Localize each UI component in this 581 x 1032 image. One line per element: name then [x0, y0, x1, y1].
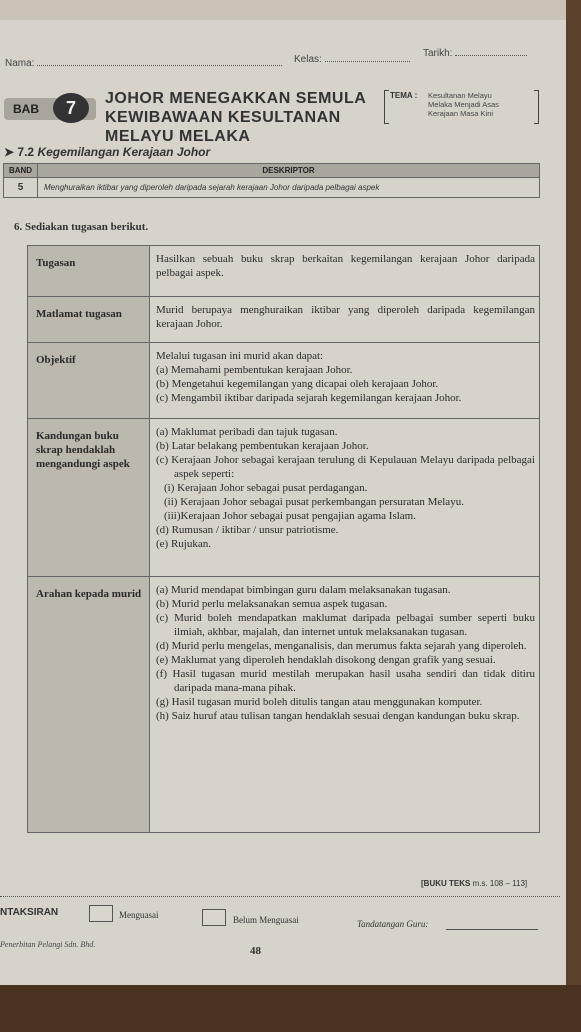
- tema-line-1: Kesultanan Melayu: [428, 91, 492, 100]
- chapter-number: 7: [53, 93, 89, 123]
- list-item: (c) Mengambil iktibar daripada sejarah kegemilangan kerajaan Johor.: [156, 392, 462, 404]
- table-row: [28, 297, 540, 343]
- kelas-field: [294, 54, 410, 65]
- tema-line-3: Kerajaan Masa Kini: [428, 109, 494, 118]
- list-subitem: (iii)Kerajaan Johor sebagai pusat pengajian agama Islam.: [164, 510, 416, 522]
- belum-menguasai-checkbox[interactable]: [202, 909, 226, 926]
- tarikh-label: Tarikh:: [423, 48, 453, 59]
- kelas-label: Kelas:: [294, 54, 322, 65]
- list-item: (c) Kerajaan Johor sebagai kerajaan terulung di Kepulauan Melayu daripada pelbagai aspek seperti:: [156, 454, 535, 480]
- band-value: 5: [4, 178, 38, 198]
- tema-bracket-left: [384, 90, 389, 124]
- signature-line[interactable]: [446, 929, 538, 930]
- table-row: [28, 577, 540, 833]
- list-item: (b) Murid perlu melaksanakan semua aspek tugasan.: [156, 598, 388, 610]
- row-head-tugasan: Tugasan: [28, 246, 150, 297]
- ref-pages: m.s. 108 – 113]: [472, 879, 528, 888]
- section-title: Kegemilangan Kerajaan Johor: [37, 145, 211, 159]
- divider: [0, 896, 560, 897]
- objektif-intro: Melalui tugasan ini murid akan dapat:: [156, 350, 324, 362]
- nama-label: Nama:: [5, 58, 35, 69]
- chapter-title-line-2: KEWIBAWAAN KESULTANAN: [105, 109, 341, 126]
- tema-label: TEMA :: [390, 91, 418, 100]
- menguasai-label: Menguasai: [119, 910, 159, 920]
- chapter-title-line-3: MELAYU MELAKA: [105, 128, 251, 145]
- descriptor-value: Menghuraikan iktibar yang diperoleh daripada sejarah kerajaan Johor daripada pelbagai aspek: [38, 178, 540, 198]
- list-subitem: (i) Kerajaan Johor sebagai pusat perdagangan.: [164, 482, 368, 494]
- table-row: [28, 246, 540, 297]
- list-item: (f) Hasil tugasan murid mestilah merupakan hasil usaha sendiri dan tidak ditiru daripada mana-mana pihak.: [156, 668, 535, 694]
- tema-bracket-right: [534, 90, 539, 124]
- tugasan-text: Hasilkan sebuah buku skrap berkaitan kegemilangan kerajaan Johor daripada pelbagai aspek.: [156, 253, 535, 279]
- task-intro: 6. Sediakan tugasan berikut.: [14, 221, 149, 233]
- row-body-kandungan: [150, 419, 540, 577]
- table-row: [28, 419, 540, 577]
- row-body-objektif: [150, 343, 540, 419]
- tema-value: [428, 91, 528, 118]
- band-header: BAND: [4, 164, 38, 178]
- list-item: (b) Mengetahui kegemilangan yang dicapai oleh kerajaan Johor.: [156, 378, 439, 390]
- list-item: (a) Maklumat peribadi dan tajuk tugasan.: [156, 426, 338, 438]
- arrow-icon: ➤: [4, 145, 15, 159]
- list-item: (c) Murid boleh mendapatkan maklumat daripada pelbagai sumber seperti buku ilmiah, akhbar, majalah, dan internet untuk melaksanakan tugasan.: [156, 612, 535, 638]
- list-item: (g) Hasil tugasan murid boleh ditulis tangan atau menggunakan komputer.: [156, 696, 483, 708]
- chapter-title-line-1: JOHOR MENEGAKKAN SEMULA: [105, 90, 367, 107]
- page-edge-shadow: [566, 0, 581, 985]
- page-number: 48: [250, 945, 261, 957]
- assessment-label: NTAKSIRAN: [0, 907, 59, 918]
- table-row: [4, 178, 540, 198]
- list-subitem: (ii) Kerajaan Johor sebagai pusat perkembangan persuratan Melayu.: [164, 496, 464, 508]
- publisher: Penerbitan Pelangi Sdn. Bhd.: [0, 940, 96, 949]
- nama-line[interactable]: [37, 58, 282, 66]
- list-item: (d) Rumusan / iktibar / unsur patriotisme.: [156, 524, 339, 536]
- list-item: (d) Murid perlu mengelas, menganalisis, dan merumus fakta sejarah yang diperoleh.: [156, 640, 527, 652]
- list-item: (a) Memahami pembentukan kerajaan Johor.: [156, 364, 353, 376]
- list-item: (b) Latar belakang pembentukan kerajaan Johor.: [156, 440, 369, 452]
- row-head-objektif: Objektif: [28, 343, 150, 419]
- page-top-strip: [0, 0, 566, 20]
- row-head-arahan: Arahan kepada murid: [28, 577, 150, 833]
- tema-box: [384, 90, 539, 125]
- list-item: (a) Murid mendapat bimbingan guru dalam melaksanakan tugasan.: [156, 584, 451, 596]
- row-head-kandungan: Kandungan buku skrap hendaklah mengandungi aspek: [28, 419, 150, 577]
- row-body-matlamat: [150, 297, 540, 343]
- bab-label: BAB: [13, 102, 39, 116]
- tarikh-line[interactable]: [455, 48, 527, 56]
- list-item: (h) Saiz huruf atau tulisan tangan hendaklah sesuai dengan kandungan buku skrap.: [156, 710, 520, 722]
- row-body-tugasan: [150, 246, 540, 297]
- matlamat-text: Murid berupaya menghuraikan iktibar yang diperoleh daripada kegemilangan kerajaan Johor.: [156, 304, 535, 330]
- textbook-reference: [421, 879, 527, 888]
- table-row: [28, 343, 540, 419]
- list-item: (e) Maklumat yang diperoleh hendaklah disokong dengan grafik yang sesuai.: [156, 654, 496, 666]
- section-number: 7.2: [17, 145, 35, 159]
- band-table: [3, 163, 540, 198]
- tarikh-field: [423, 48, 527, 59]
- ref-label: [BUKU TEKS: [421, 879, 471, 888]
- tema-line-2: Melaka Menjadi Asas: [428, 100, 499, 109]
- signature-label: Tandatangan Guru:: [357, 919, 429, 929]
- row-body-arahan: [150, 577, 540, 833]
- descriptor-header: DESKRIPTOR: [38, 164, 540, 178]
- row-head-matlamat: Matlamat tugasan: [28, 297, 150, 343]
- nama-field: [5, 58, 282, 69]
- belum-menguasai-label: Belum Menguasai: [233, 915, 299, 925]
- task-table: [27, 245, 540, 833]
- kelas-line[interactable]: [325, 54, 410, 62]
- wooden-surface: [0, 985, 581, 1032]
- section-heading: [4, 145, 210, 159]
- menguasai-checkbox[interactable]: [89, 905, 113, 922]
- chapter-title: [105, 89, 375, 146]
- list-item: (e) Rujukan.: [156, 538, 211, 550]
